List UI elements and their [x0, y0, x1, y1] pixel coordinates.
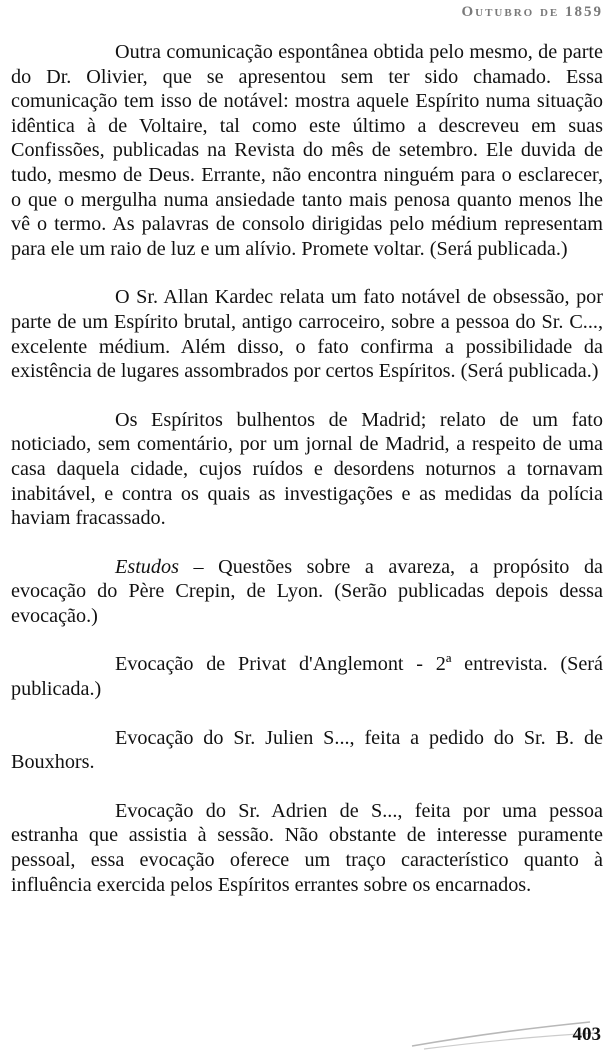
estudos-lead: Estudos — [115, 555, 179, 578]
paragraph-adrien: Evocação do Sr. Adrien de S..., feita por uma pessoa estranha que assistia à sessão. Não obstante de interesse puramente pessoal, essa evocação oferece um traço característico quanto à influência exercida pelos Espíritos errantes sobre os encarnados. — [11, 799, 603, 896]
paragraph-julien: Evocação do Sr. Julien S..., feita a pedido do Sr. B. de Bouxhors. — [11, 726, 603, 774]
page-number: 403 — [572, 1024, 601, 1045]
estudos-text: – Questões sobre a avareza, a propósito da evocação do Père Crepin, de Lyon. (Serão publicadas depois dessa evocação.) — [11, 555, 603, 627]
paragraph-dr-olivier: Outra comunicação espontânea obtida pelo mesmo, de parte do Dr. Olivier, que se apresentou sem ter sido chamado. Essa comunicação tem isso de notável: mostra aquele Espírito numa situação idêntica à de Voltaire, tal como este último a descreveu em suas Confissões, publicadas na Revista do mês de setembro. Ele duvida de tudo, mesmo de Deus. Errante, não encontra ninguém para o esclarecer, o que o mergulha numa ansiedade tanto mais penosa quanto menos lhe vê o termo. As palavras de consolo dirigidas pelo médium representam para ele um raio de luz e um alívio. Promete voltar. (Será publicada.) — [11, 41, 603, 260]
paragraph-obsession: O Sr. Allan Kardec relata um fato notável de obsessão, por parte de um Espírito brutal, antigo carroceiro, sobre a pessoa do Sr. C..., excelente médium. Além disso, o fato confirma a possibilidade da existência de lugares assombrados por certos Espíritos. (Será publicada.) — [11, 286, 603, 383]
page-footer — [410, 1016, 605, 1056]
paragraph-estudos — [11, 555, 603, 629]
running-head: Outubro de 1859 — [461, 4, 603, 20]
page-body — [11, 40, 603, 897]
paragraph-madrid: Os Espíritos bulhentos de Madrid; relato de um fato noticiado, sem comentário, por um jornal de Madrid, a respeito de uma casa daquela cidade, cujos ruídos e desordens noturnos a tornavam inabitável, e contra os quais as investigações e as medidas da polícia haviam fracassado. — [11, 408, 603, 530]
paragraph-privat: Evocação de Privat d'Anglemont - 2ª entrevista. (Será publicada.) — [11, 653, 603, 701]
